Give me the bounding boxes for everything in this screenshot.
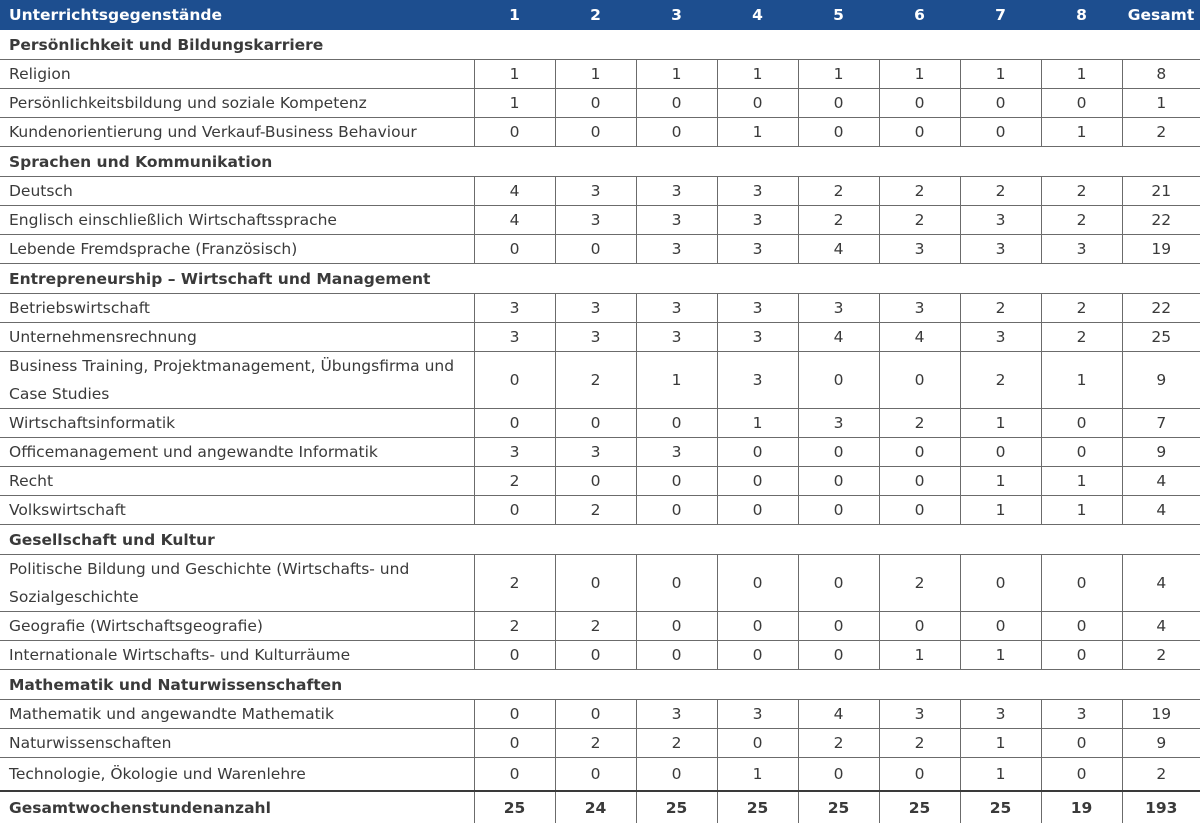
hours-cell: 0 [717, 438, 798, 467]
hours-cell: 2 [474, 467, 555, 496]
hours-cell: 0 [960, 89, 1041, 118]
hours-cell: 2 [879, 729, 960, 758]
row-total-cell: 19 [1122, 235, 1200, 264]
hours-cell: 3 [717, 235, 798, 264]
hours-cell: 0 [555, 235, 636, 264]
subject-name: Deutsch [0, 177, 474, 206]
hours-cell: 3 [555, 438, 636, 467]
header-col-8: 8 [1076, 6, 1087, 24]
hours-cell: 0 [717, 729, 798, 758]
hours-cell: 0 [555, 89, 636, 118]
section-title: Gesellschaft und Kultur [0, 525, 1200, 555]
hours-cell: 0 [1041, 409, 1122, 438]
total-cell: 25 [474, 791, 555, 823]
hours-cell: 3 [636, 438, 717, 467]
hours-cell: 1 [879, 641, 960, 670]
hours-cell: 3 [636, 206, 717, 235]
header-col-4: 4 [752, 6, 763, 24]
total-cell: 25 [717, 791, 798, 823]
hours-cell: 3 [960, 206, 1041, 235]
subject-name: Business Training, Projektmanagement, Übungsfirma und Case Studies [0, 352, 474, 409]
subject-name: Geografie (Wirtschaftsgeografie) [0, 612, 474, 641]
hours-cell: 1 [717, 758, 798, 792]
subject-name: Religion [0, 60, 474, 89]
hours-cell: 3 [717, 352, 798, 409]
hours-cell: 1 [1041, 60, 1122, 89]
table-row [0, 438, 1200, 467]
hours-cell: 2 [960, 352, 1041, 409]
hours-cell: 0 [1041, 612, 1122, 641]
hours-cell: 0 [798, 352, 879, 409]
hours-cell: 0 [474, 700, 555, 729]
hours-cell: 1 [960, 729, 1041, 758]
header-col-3: 3 [671, 6, 682, 24]
section-header-row [0, 264, 1200, 294]
hours-cell: 0 [474, 729, 555, 758]
hours-cell: 1 [879, 60, 960, 89]
hours-cell: 0 [474, 352, 555, 409]
total-cell: 19 [1041, 791, 1122, 823]
hours-cell: 1 [717, 118, 798, 147]
header-col-7: 7 [995, 6, 1006, 24]
total-cell: 25 [636, 791, 717, 823]
row-total-cell: 22 [1122, 294, 1200, 323]
row-total-cell: 1 [1122, 89, 1200, 118]
subject-name: Internationale Wirtschafts- und Kulturräume [0, 641, 474, 670]
total-cell: 25 [798, 791, 879, 823]
table-row [0, 60, 1200, 89]
header-col-6: 6 [914, 6, 925, 24]
hours-cell: 0 [555, 641, 636, 670]
hours-cell: 0 [960, 555, 1041, 612]
hours-cell: 4 [798, 323, 879, 352]
hours-cell: 0 [879, 89, 960, 118]
hours-cell: 3 [1041, 235, 1122, 264]
hours-cell: 3 [555, 294, 636, 323]
hours-cell: 0 [555, 409, 636, 438]
table-row [0, 118, 1200, 147]
hours-cell: 0 [960, 612, 1041, 641]
subject-name: Mathematik und angewandte Mathematik [0, 700, 474, 729]
section-header-row [0, 147, 1200, 177]
hours-cell: 1 [1041, 352, 1122, 409]
hours-cell: 4 [798, 235, 879, 264]
hours-cell: 0 [1041, 438, 1122, 467]
section-title: Entrepreneurship – Wirtschaft und Management [0, 264, 1200, 294]
table-row [0, 700, 1200, 729]
hours-cell: 3 [474, 323, 555, 352]
hours-cell: 1 [474, 89, 555, 118]
section-header-row [0, 525, 1200, 555]
hours-cell: 2 [960, 294, 1041, 323]
hours-cell: 3 [798, 294, 879, 323]
section-title: Mathematik und Naturwissenschaften [0, 670, 1200, 700]
table-row [0, 206, 1200, 235]
hours-cell: 1 [717, 60, 798, 89]
hours-cell: 0 [474, 118, 555, 147]
hours-cell: 2 [798, 206, 879, 235]
subject-name: Politische Bildung und Geschichte (Wirtschafts- und Sozialgeschichte [0, 555, 474, 612]
hours-cell: 0 [474, 641, 555, 670]
total-cell: 25 [879, 791, 960, 823]
table-row [0, 612, 1200, 641]
subject-name: Unternehmensrechnung [0, 323, 474, 352]
hours-cell: 0 [717, 496, 798, 525]
row-total-cell: 22 [1122, 206, 1200, 235]
row-total-cell: 7 [1122, 409, 1200, 438]
hours-cell: 0 [798, 612, 879, 641]
table-row [0, 555, 1200, 612]
row-total-cell: 25 [1122, 323, 1200, 352]
hours-cell: 2 [474, 555, 555, 612]
total-label: Gesamtwochenstundenanzahl [0, 791, 474, 823]
hours-cell: 3 [717, 323, 798, 352]
subject-name: Naturwissenschaften [0, 729, 474, 758]
hours-cell: 4 [474, 206, 555, 235]
hours-cell: 0 [474, 235, 555, 264]
hours-cell: 3 [636, 700, 717, 729]
subject-name: Recht [0, 467, 474, 496]
row-total-cell: 4 [1122, 612, 1200, 641]
hours-cell: 3 [879, 700, 960, 729]
header-total: Gesamt [1127, 6, 1195, 24]
hours-cell: 4 [798, 700, 879, 729]
hours-cell: 0 [474, 496, 555, 525]
table-row [0, 641, 1200, 670]
header-col-2: 2 [590, 6, 601, 24]
subject-name: Lebende Fremdsprache (Französisch) [0, 235, 474, 264]
hours-cell: 0 [636, 758, 717, 792]
table-row [0, 409, 1200, 438]
hours-cell: 0 [1041, 641, 1122, 670]
hours-cell: 0 [798, 89, 879, 118]
row-total-cell: 9 [1122, 352, 1200, 409]
hours-cell: 0 [960, 438, 1041, 467]
hours-cell: 0 [636, 467, 717, 496]
hours-cell: 2 [879, 409, 960, 438]
hours-cell: 2 [1041, 206, 1122, 235]
hours-cell: 3 [474, 294, 555, 323]
hours-cell: 0 [798, 758, 879, 792]
hours-cell: 3 [555, 323, 636, 352]
hours-cell: 0 [879, 467, 960, 496]
hours-cell: 3 [960, 323, 1041, 352]
subject-name: Betriebswirtschaft [0, 294, 474, 323]
table-row [0, 496, 1200, 525]
hours-cell: 2 [879, 555, 960, 612]
subject-name: Wirtschaftsinformatik [0, 409, 474, 438]
hours-cell: 0 [798, 641, 879, 670]
table-row [0, 729, 1200, 758]
hours-cell: 0 [717, 467, 798, 496]
hours-cell: 0 [717, 555, 798, 612]
hours-cell: 2 [960, 177, 1041, 206]
hours-cell: 0 [555, 758, 636, 792]
hours-cell: 0 [960, 118, 1041, 147]
hours-cell: 1 [960, 467, 1041, 496]
hours-cell: 0 [636, 89, 717, 118]
hours-cell: 2 [555, 729, 636, 758]
hours-cell: 4 [474, 177, 555, 206]
hours-cell: 3 [717, 206, 798, 235]
hours-cell: 0 [798, 118, 879, 147]
hours-cell: 3 [717, 294, 798, 323]
hours-cell: 1 [960, 60, 1041, 89]
hours-cell: 3 [474, 438, 555, 467]
row-total-cell: 4 [1122, 555, 1200, 612]
hours-cell: 2 [1041, 177, 1122, 206]
table-body [0, 30, 1200, 791]
subject-name: Persönlichkeitsbildung und soziale Kompetenz [0, 89, 474, 118]
hours-cell: 3 [960, 700, 1041, 729]
subject-name: Englisch einschließlich Wirtschaftssprache [0, 206, 474, 235]
hours-cell: 1 [960, 409, 1041, 438]
hours-cell: 3 [879, 235, 960, 264]
hours-cell: 0 [798, 438, 879, 467]
table-row [0, 467, 1200, 496]
subject-name: Kundenorientierung und Verkauf-Business Behaviour [0, 118, 474, 147]
header-subject: Unterrichtsgegenstände [9, 6, 222, 24]
hours-cell: 2 [879, 206, 960, 235]
total-row [0, 791, 1200, 823]
hours-cell: 3 [636, 323, 717, 352]
hours-cell: 4 [879, 323, 960, 352]
row-total-cell: 21 [1122, 177, 1200, 206]
hours-cell: 3 [717, 700, 798, 729]
hours-cell: 2 [474, 612, 555, 641]
hours-cell: 2 [636, 729, 717, 758]
hours-cell: 1 [717, 409, 798, 438]
row-total-cell: 2 [1122, 758, 1200, 792]
subject-name: Technologie, Ökologie und Warenlehre [0, 758, 474, 792]
hours-cell: 2 [1041, 323, 1122, 352]
hours-cell: 0 [636, 118, 717, 147]
hours-cell: 0 [1041, 89, 1122, 118]
header-col-5: 5 [833, 6, 844, 24]
hours-cell: 2 [879, 177, 960, 206]
hours-cell: 0 [717, 89, 798, 118]
hours-cell: 3 [555, 206, 636, 235]
row-total-cell: 8 [1122, 60, 1200, 89]
hours-cell: 1 [636, 352, 717, 409]
hours-cell: 2 [555, 496, 636, 525]
hours-cell: 0 [879, 438, 960, 467]
hours-cell: 0 [555, 700, 636, 729]
hours-cell: 0 [636, 496, 717, 525]
table-row [0, 323, 1200, 352]
hours-cell: 0 [879, 496, 960, 525]
hours-cell: 3 [636, 235, 717, 264]
hours-cell: 0 [636, 612, 717, 641]
hours-cell: 1 [555, 60, 636, 89]
hours-cell: 2 [1041, 294, 1122, 323]
hours-cell: 0 [798, 555, 879, 612]
hours-cell: 0 [879, 352, 960, 409]
hours-cell: 3 [960, 235, 1041, 264]
hours-cell: 0 [474, 758, 555, 792]
hours-cell: 0 [798, 496, 879, 525]
hours-cell: 1 [474, 60, 555, 89]
hours-cell: 3 [717, 177, 798, 206]
table-row [0, 352, 1200, 409]
row-total-cell: 4 [1122, 496, 1200, 525]
hours-cell: 2 [555, 352, 636, 409]
section-header-row [0, 670, 1200, 700]
hours-cell: 3 [798, 409, 879, 438]
total-cell: 24 [555, 791, 636, 823]
hours-cell: 0 [1041, 758, 1122, 792]
hours-cell: 0 [879, 118, 960, 147]
hours-cell: 0 [636, 409, 717, 438]
section-header-row [0, 30, 1200, 60]
hours-cell: 1 [1041, 118, 1122, 147]
hours-cell: 1 [960, 496, 1041, 525]
hours-cell: 0 [798, 467, 879, 496]
hours-cell: 0 [879, 758, 960, 792]
row-total-cell: 9 [1122, 729, 1200, 758]
hours-cell: 1 [636, 60, 717, 89]
row-total-cell: 2 [1122, 641, 1200, 670]
hours-cell: 0 [636, 555, 717, 612]
hours-cell: 0 [474, 409, 555, 438]
hours-cell: 0 [717, 641, 798, 670]
hours-cell: 3 [879, 294, 960, 323]
hours-cell: 3 [555, 177, 636, 206]
table-row [0, 177, 1200, 206]
table-row [0, 758, 1200, 792]
hours-cell: 1 [1041, 496, 1122, 525]
hours-cell: 2 [798, 729, 879, 758]
row-total-cell: 19 [1122, 700, 1200, 729]
hours-cell: 0 [555, 467, 636, 496]
row-total-cell: 2 [1122, 118, 1200, 147]
hours-cell: 0 [1041, 555, 1122, 612]
table-row [0, 235, 1200, 264]
hours-cell: 3 [636, 177, 717, 206]
row-total-cell: 9 [1122, 438, 1200, 467]
header-row [0, 0, 1200, 30]
row-total-cell: 4 [1122, 467, 1200, 496]
total-cell: 25 [960, 791, 1041, 823]
hours-cell: 0 [717, 612, 798, 641]
subject-name: Volkswirtschaft [0, 496, 474, 525]
hours-cell: 3 [1041, 700, 1122, 729]
hours-cell: 2 [555, 612, 636, 641]
header-col-1: 1 [509, 6, 520, 24]
table-row [0, 294, 1200, 323]
grand-total-cell: 193 [1122, 791, 1200, 823]
hours-cell: 1 [960, 641, 1041, 670]
hours-cell: 3 [636, 294, 717, 323]
hours-cell: 1 [960, 758, 1041, 792]
hours-cell: 2 [798, 177, 879, 206]
hours-cell: 0 [636, 641, 717, 670]
hours-cell: 1 [1041, 467, 1122, 496]
hours-cell: 1 [798, 60, 879, 89]
table-row [0, 89, 1200, 118]
hours-cell: 0 [555, 555, 636, 612]
section-title: Persönlichkeit und Bildungskarriere [0, 30, 1200, 60]
hours-cell: 0 [1041, 729, 1122, 758]
subject-name: Officemanagement und angewandte Informatik [0, 438, 474, 467]
hours-cell: 0 [879, 612, 960, 641]
hours-cell: 0 [555, 118, 636, 147]
section-title: Sprachen und Kommunikation [0, 147, 1200, 177]
